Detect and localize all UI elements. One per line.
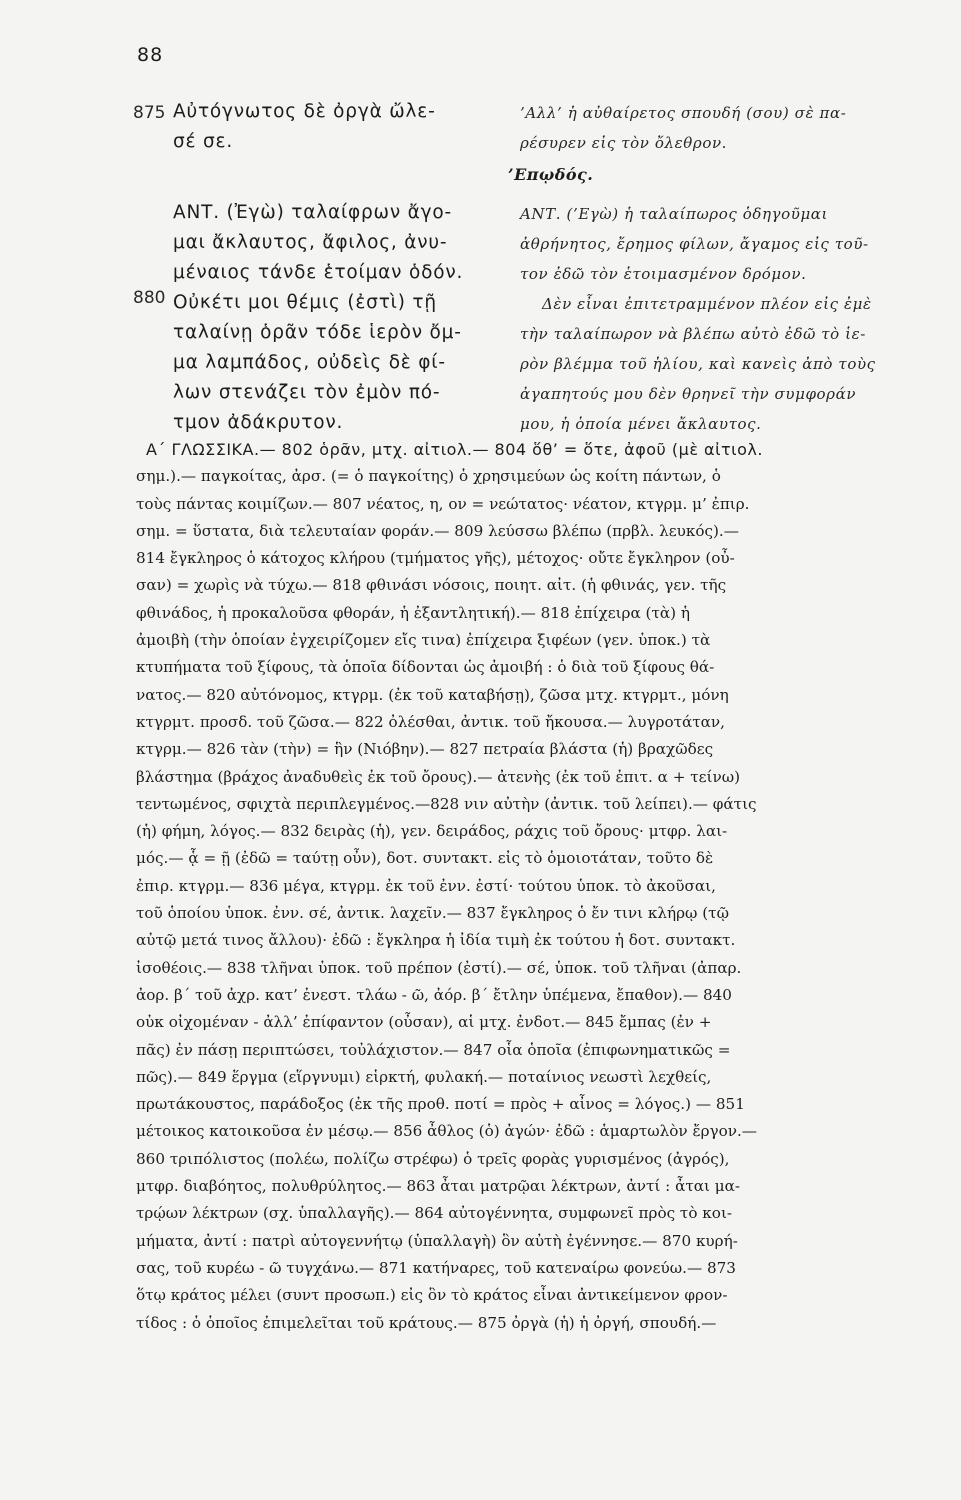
translation-line: μου, ἡ ὁποία μένει ἄκλαυτος. <box>520 415 762 433</box>
line-number-880: 880 <box>133 288 166 308</box>
glossary-line: κτγρμ.— 826 τὰν (τὴν) = ἣν (Νιόβην).— 827 πετραία βλάστα (ἡ) βραχῶδες <box>136 740 714 759</box>
greek-verse-line: λων στενάζει τὸν ἐμὸν πό- <box>173 382 441 403</box>
glossary-line: κτυπήματα τοῦ ξίφους, τὰ ὁποῖα δίδονται ὡς ἀμοιβή : ὁ διὰ τοῦ ξίφους θά- <box>136 658 715 677</box>
glossary-line: μός.— ᾇ = ῇ (ἐδῶ = ταύτῃ οὖν), δοτ. συντακτ. εἰς τὸ ὁμοιοτάταν, τοῦτο δὲ <box>136 849 714 868</box>
glossary-line: σας, τοῦ κυρέω - ῶ τυγχάνω.— 871 κατήναρες, τοῦ κατεναίρω φονεύω.— 873 <box>136 1258 736 1277</box>
epodos-heading: ’Επῳδός. <box>508 165 594 184</box>
glossary-line: μτφρ. διαβόητος, πολυθρύλητος.— 863 ἆται ματρῷαι λέκτρων, ἀντί : ἆται μα- <box>136 1177 741 1196</box>
translation-block-2 <box>520 199 950 439</box>
translation-line: ἀγαπητούς μου δὲν θρηνεῖ τὴν συμφοράν <box>520 385 857 403</box>
glossary-line: πρωτάκουστος, παράδοξος (ἐκ τῆς προθ. ποτί = πρὸς + αἶνος = λόγος.) — 851 <box>136 1095 745 1114</box>
glossary-line: ἀορ. β΄ τοῦ ἀχρ. κατ’ ἐνεστ. τλάω - ῶ, ἀόρ. β΄ ἔτλην ὑπέμενα, ἔπαθον).— 840 <box>136 985 732 1004</box>
greek-verse-line: Οὐκέτι μοι θέμις (ἐστὶ) τῇ <box>173 292 437 313</box>
translation-line: ρέσυρεν εἰς τὸν ὄλεθρον. <box>520 134 728 152</box>
line-number-875: 875 <box>133 103 166 123</box>
glossary-line: ἐπιρ. κτγρμ.— 836 μέγα, κτγρμ. ἐκ τοῦ ἐνν. ἐστί· τούτου ὑποκ. τὸ ἀκοῦσαι, <box>136 876 716 895</box>
glossary-line: φθινάδος, ἡ προκαλοῦσα φθοράν, ἡ ἐξαντλητική).— 818 ἐπίχειρα (τὰ) ἡ <box>136 603 690 622</box>
translation-block-1 <box>520 98 950 158</box>
glossary-line: ἀμοιβὴ (τὴν ὁποίαν ἐγχειρίζομεν εἴς τινα) ἐπίχειρα ξιφέων (γεν. ὑποκ.) τὰ <box>136 631 711 650</box>
greek-verse-line: Αὐτόγνωτος δὲ ὀργὰ ὤλε- <box>173 101 436 122</box>
translation-line: ΑΝΤ. (’Εγὼ) ἡ ταλαίπωρος ὁδηγοῦμαι <box>520 205 829 223</box>
glossary-line: τρῴων λέκτρων (σχ. ὑπαλλαγῆς).— 864 αὐτογέννητα, συμφωνεῖ πρὸς τὸ κοι- <box>136 1204 733 1223</box>
glossary-line: 860 τριπόλιστος (πολέω, πολίζω στρέφω) ὁ τρεῖς φορὰς γυρισμένος (ἀγρός), <box>136 1149 730 1168</box>
glossary-line: κτγρμτ. προσδ. τοῦ ζῶσα.— 822 ὀλέσθαι, ἀντικ. τοῦ ἤκουσα.— λυγροτάταν, <box>136 712 725 731</box>
translation-line: Δὲν εἶναι ἐπιτετραμμένον πλέον εἰς ἐμὲ <box>542 295 872 313</box>
greek-verse-line: ταλαίνῃ ὁρᾶν τόδε ἱερὸν ὄμ- <box>173 322 462 343</box>
glossary-line: μέτοικος κατοικοῦσα ἐν μέσῳ.— 856 ἆθλος (ὁ) ἀγών· ἐδῶ : ἁμαρτωλὸν ἔργον.— <box>136 1122 757 1141</box>
glossary-line: οὐκ οἰχομέναν - ἀλλ’ ἐπίφαντον (οὖσαν), αἱ μτχ. ἐνδοτ.— 845 ἔμπας (ἐν + <box>136 1013 712 1032</box>
greek-verse-line: τμον ἀδάκρυτον. <box>173 412 344 433</box>
translation-line: ἀθρήνητος, ἔρημος φίλων, ἄγαμος εἰς τοῦ- <box>520 235 869 253</box>
glossary-line: σαν) = χωρὶς νὰ τύχω.— 818 φθινάσι νόσοις, ποιητ. αἰτ. (ἡ φθινάς, γεν. τῆς <box>136 576 727 595</box>
glossary-line: μήματα, ἀντί : πατρὶ αὐτογεννήτῳ (ὑπαλλαγὴ) ὃν αὐτὴ ἐγέννησε.— 870 κυρή- <box>136 1231 738 1250</box>
translation-line: ρὸν βλέμμα τοῦ ἡλίου, καὶ κανεὶς ἀπὸ τοὺς <box>520 355 876 373</box>
greek-verse-block-2 <box>173 198 513 438</box>
glossary-line: Α΄ ΓΛΩΣΣΙΚΑ.— 802 ὁρᾶν, μτχ. αἰτιολ.— 804 ὅθ’ = ὅτε, ἀφοῦ (μὲ αἰτιολ. <box>146 440 763 459</box>
glossary-line: πῶς).— 849 ἕργμα (εἵργνυμι) εἱρκτή, φυλακή.— ποταίνιος νεωστὶ λεχθείς, <box>136 1067 712 1086</box>
glossary-line: σημ. = ὕστατα, διὰ τελευταίαν φοράν.— 809 λεύσσω βλέπω (πρβλ. λευκός).— <box>136 521 739 540</box>
glossary-line: τοὺς πάντας κοιμίζων.— 807 νέατος, η, ον = νεώτατος· νέατον, κτγρμ. μ’ ἐπιρ. <box>136 494 750 513</box>
greek-verse-line: μαι ἄκλαυτος, ἄφιλος, ἀνυ- <box>173 232 448 253</box>
translation-line: ’Αλλ’ ἡ αὐθαίρετος σπουδή (σου) σὲ πα- <box>520 104 847 122</box>
glossary-line: ὅτῳ κράτος μέλει (συντ προσωπ.) εἰς ὃν τὸ κράτος εἶναι ἀντικείμενον φρον- <box>136 1286 728 1305</box>
glossary-line: πᾶς) ἐν πάσῃ περιπτώσει, τοὐλάχιστον.— 847 οἷα ὁποῖα (ἐπιφωνηματικῶς = <box>136 1040 731 1059</box>
glossary-line: σημ.).— παγκοίτας, ἀρσ. (= ὁ παγκοίτης) ὁ χρησιμεύων ὡς κοίτη πάντων, ὁ <box>136 467 721 486</box>
glossary-line: τεντωμένος, σφιχτὰ περιπλεγμένος.—828 νιν αὐτὴν (ἀντικ. τοῦ λείπει).— φάτις <box>136 794 757 813</box>
greek-verse-line: ΑΝΤ. (Ἐγὼ) ταλαίφρων ἄγο- <box>173 202 452 223</box>
glossary-line: αὐτῷ μετά τινος ἄλλου)· ἐδῶ : ἔγκληρα ἡ ἰδία τιμὴ ἐκ τούτου ἡ δοτ. συντακτ. <box>136 931 736 950</box>
glossary-notes <box>136 436 931 1337</box>
translation-line: τὴν ταλαίπωρον νὰ βλέπω αὐτὸ ἐδῶ τὸ ἱε- <box>520 325 866 343</box>
greek-verse-block-1 <box>173 97 513 157</box>
page-number: 88 <box>137 44 164 66</box>
glossary-line: τίδος : ὁ ὁποῖος ἐπιμελεῖται τοῦ κράτους.— 875 ὀργὰ (ἡ) ἡ ὀργή, σπουδή.— <box>136 1313 717 1332</box>
glossary-line: νατος.— 820 αὐτόνομος, κτγρμ. (ἐκ τοῦ καταβήσῃ), ζῶσα μτχ. κτγρμτ., μόνη <box>136 685 729 704</box>
glossary-line: βλάστημα (βράχος ἀναδυθεὶς ἐκ τοῦ ὄρους).— ἀτενὴς (ἐκ τοῦ ἐπιτ. α + τείνω) <box>136 767 741 786</box>
glossary-line: (ἡ) φήμη, λόγος.— 832 δειρὰς (ἡ), γεν. δειράδος, ράχις τοῦ ὄρους· μτφρ. λαι- <box>136 822 728 841</box>
greek-verse-line: μα λαμπάδος, οὐδεὶς δὲ φί- <box>173 352 446 373</box>
translation-line: τον ἐδῶ τὸν ἑτοιμασμένον δρόμον. <box>520 265 807 283</box>
glossary-line: 814 ἔγκληρος ὁ κάτοχος κλήρου (τμήματος γῆς), μέτοχος· οὔτε ἔγκληρον (οὖ- <box>136 549 735 568</box>
glossary-line: τοῦ ὁποίου ὑποκ. ἐνν. σέ, ἀντικ. λαχεῖν.— 837 ἔγκληρος ὁ ἔν τινι κλήρῳ (τῷ <box>136 904 729 923</box>
greek-verse-line: μέναιος τάνδε ἑτοίμαν ὁδόν. <box>173 262 464 283</box>
glossary-line: ἰσοθέοις.— 838 τλῆναι ὑποκ. τοῦ πρέπον (ἐστί).— σέ, ὑποκ. τοῦ τλῆναι (ἀπαρ. <box>136 958 742 977</box>
greek-verse-line: σέ σε. <box>173 131 234 152</box>
